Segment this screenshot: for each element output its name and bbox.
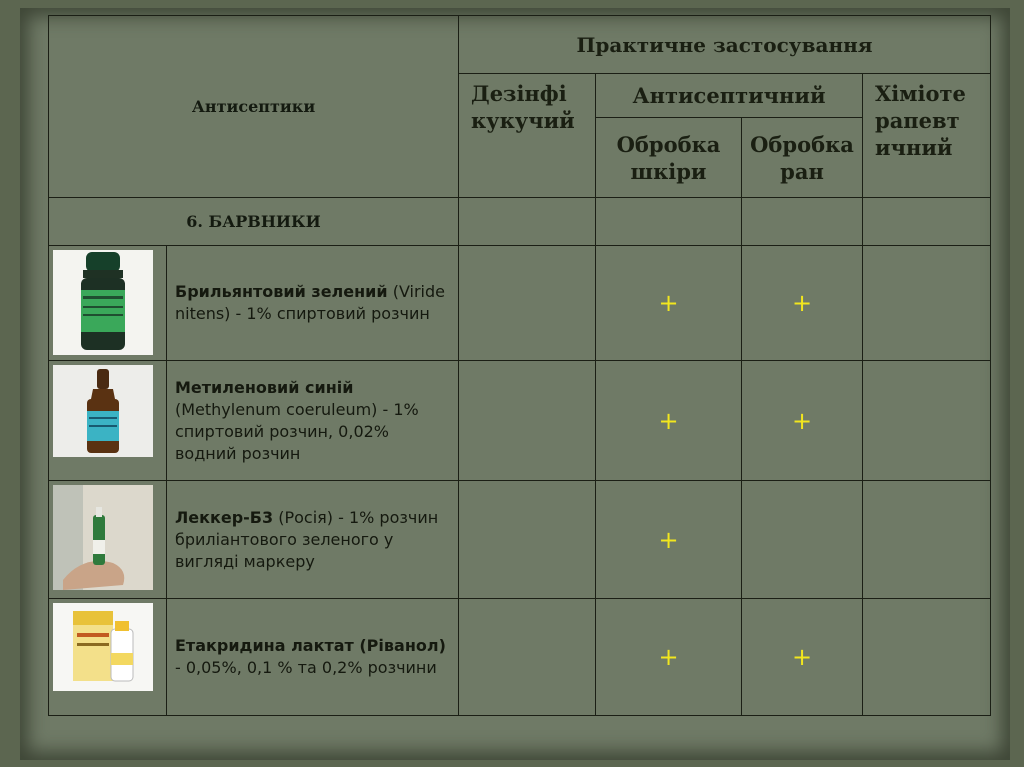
wounds-mark: +: [742, 361, 863, 481]
chemo-cell: [863, 481, 991, 599]
table-row: [49, 246, 991, 361]
skin-mark: +: [596, 361, 742, 481]
table-row: [49, 481, 991, 599]
skin-mark: +: [596, 599, 742, 716]
header-chemotherapeutic: [863, 74, 991, 198]
wounds-mark: +: [742, 599, 863, 716]
disinfecting-cell: [459, 246, 596, 361]
section-dyes: 6. БАРВНИКИ: [49, 198, 459, 246]
item-name: Брильянтовий зелений: [175, 282, 388, 301]
image-cell: [49, 246, 167, 361]
chemo-cell: [863, 246, 991, 361]
wounds-mark: [742, 481, 863, 599]
item-details: (Росія) - 1% розчин бриліантового зеленого у вигляді маркеру: [175, 507, 439, 571]
table-row: [49, 599, 991, 716]
disinfecting-cell: [459, 481, 596, 599]
item-name: Леккер-Б3: [175, 507, 274, 527]
item-description: [167, 361, 459, 481]
header-practical-use: Практичне застосування: [459, 16, 991, 74]
chemo-cell: [863, 361, 991, 481]
skin-mark: +: [596, 246, 742, 361]
item-details: (Methylenum coeruleum) - 1% спиртовий розчин, 0,02% водний розчин: [175, 399, 419, 463]
header-wounds: Обробка ран: [742, 118, 863, 198]
header-disinfecting-text: Дезінфі кукучий: [471, 81, 575, 133]
chemo-cell: [863, 599, 991, 716]
header-skin: Обробка шкіри: [596, 118, 742, 198]
table-row: [49, 361, 991, 481]
item-description: [167, 481, 459, 599]
bottle-icon: [53, 250, 153, 355]
slide-table-container: [48, 15, 990, 715]
package-icon: [53, 603, 153, 691]
item-description: [167, 599, 459, 716]
section-empty-cell: [459, 198, 596, 246]
section-empty-cell: [863, 198, 991, 246]
lekker-marker-image: [53, 485, 153, 590]
item-details: (Viride nitens) - 1% спиртовий розчин: [175, 282, 445, 323]
rivanol-package-image: [53, 603, 153, 691]
item-name: Етакридина лактат (Ріванол): [175, 636, 446, 655]
item-details: - 0,05%, 0,1 % та 0,2% розчини: [175, 658, 437, 677]
item-name: Метиленовий синій: [175, 377, 354, 397]
bottle-icon: [53, 365, 153, 457]
image-cell: [49, 361, 167, 481]
header-antiseptics: Антисептики: [49, 16, 459, 198]
section-empty-cell: [742, 198, 863, 246]
header-antiseptic: Антисептичний: [596, 74, 863, 118]
brilliant-green-bottle-image: [53, 250, 153, 355]
header-disinfecting: [459, 74, 596, 198]
item-description: [167, 246, 459, 361]
header-chemo-text: Хіміоте рапевт ичний: [875, 81, 966, 160]
methylene-blue-bottle-image: [53, 365, 153, 457]
antiseptics-table: [48, 15, 991, 716]
image-cell: [49, 481, 167, 599]
skin-mark: +: [596, 481, 742, 599]
disinfecting-cell: [459, 599, 596, 716]
section-empty-cell: [596, 198, 742, 246]
image-cell: [49, 599, 167, 716]
marker-icon: [53, 485, 153, 590]
wounds-mark: +: [742, 246, 863, 361]
disinfecting-cell: [459, 361, 596, 481]
